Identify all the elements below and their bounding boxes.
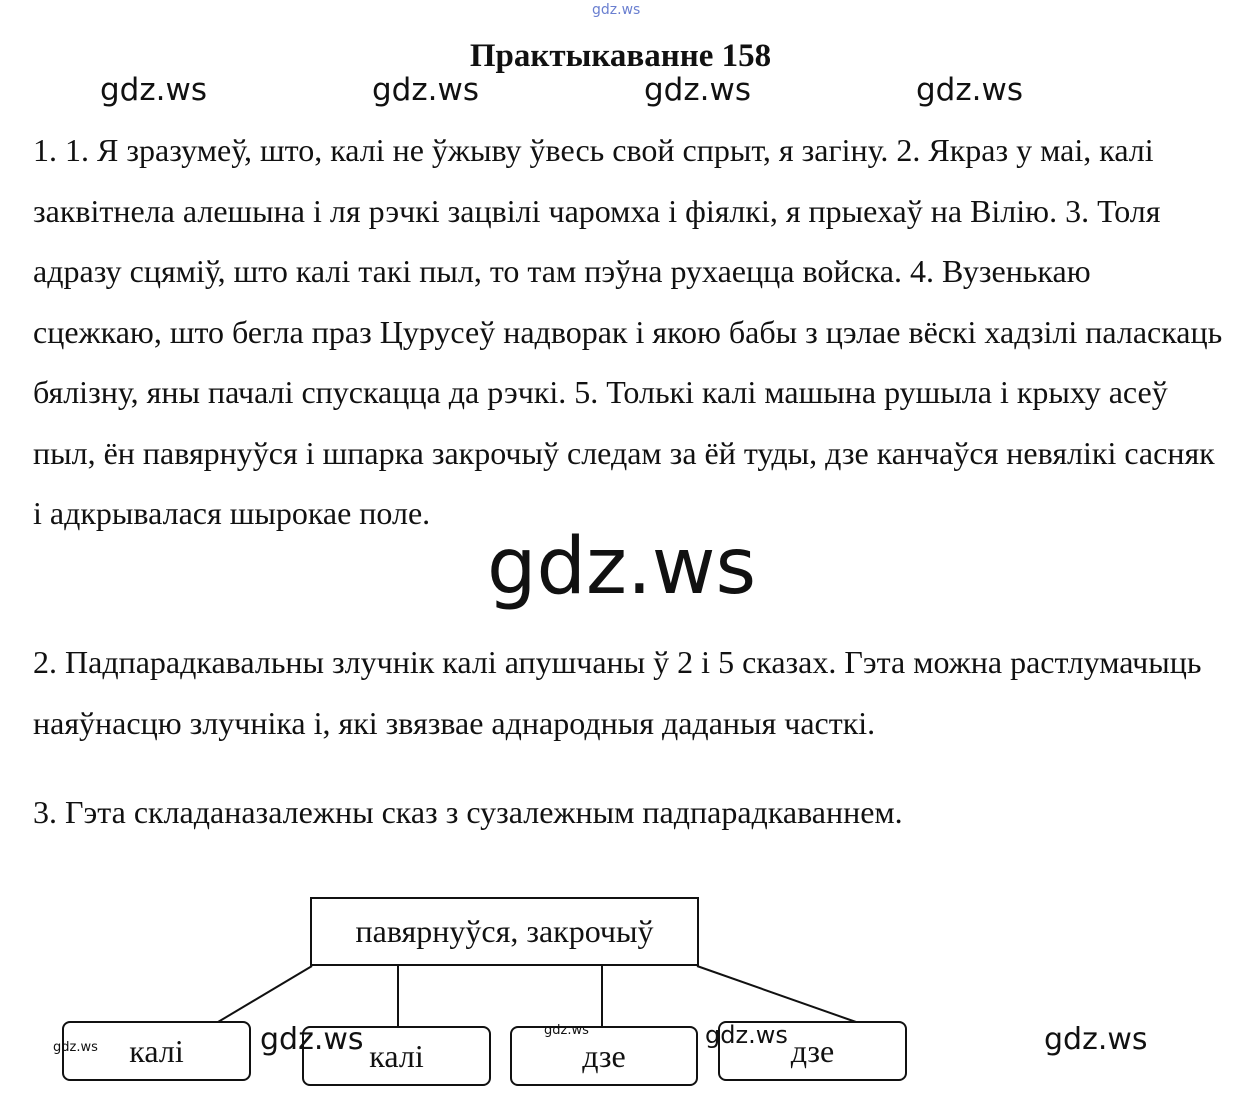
watermark: gdz.ws bbox=[705, 1021, 788, 1049]
watermark-top: gdz.ws bbox=[592, 2, 641, 18]
answer-paragraph-2: 2. Падпарадкавальны злучнік калі апушчаны ў 2 і 5 сказах. Гэта можна растлумачыць наяўнасцю злучніка і, які звязвае аднародныя даданыя часткі. bbox=[33, 644, 1202, 741]
diagram-subordinate-clause bbox=[510, 1026, 698, 1086]
diagram-main-clause bbox=[310, 897, 699, 966]
main-clause-label: павярнуўся, закрочыў bbox=[355, 913, 654, 949]
watermark: gdz.ws bbox=[372, 72, 479, 108]
clause-conjunction: калі bbox=[129, 1032, 184, 1069]
watermark-center: gdz.ws bbox=[487, 522, 757, 612]
clause-conjunction: дзе bbox=[790, 1032, 835, 1069]
watermark: gdz.ws bbox=[260, 1022, 364, 1057]
clause-conjunction: калі bbox=[369, 1037, 424, 1074]
watermark: gdz.ws bbox=[544, 1023, 589, 1038]
connector-line bbox=[218, 966, 312, 1022]
clause-conjunction: дзе bbox=[582, 1037, 626, 1074]
answer-paragraph-3: 3. Гэта складаназалежны сказ з сузалежным падпарадкаваннем. bbox=[33, 794, 903, 830]
watermark: gdz.ws bbox=[53, 1040, 98, 1055]
watermark: gdz.ws bbox=[916, 72, 1023, 108]
answer-paragraph-1: 1. 1. Я зразумеў, што, калі не ўжыву ўвесь свой спрыт, я загіну. 2. Якраз у маі, калі заквітнела алешына і ля рэчкі зацвілі чаромха і фіялкі, я прыехаў на Вілію. 3. Толя адразу сцяміў, што калі такі пыл, то там пэўна рухаецца войска. 4. Вузенькаю сцежкаю, што бегла праз Цурусеў надворак і якою бабы з цэлае вёскі хадзілі паласкаць бялізну, яны пачалі спускацца да рэчкі. 5. Толькі калі машына рушыла і крыху асеў пыл, ён павярнуўся і шпарка закрочыў следам за ёй туды, дзе канчаўся невялікі сасняк і адкрывалася шырокае поле. bbox=[33, 132, 1223, 531]
watermark: gdz.ws bbox=[644, 72, 751, 108]
page-title: Практыкаванне 158 bbox=[469, 38, 772, 74]
watermark: gdz.ws bbox=[1044, 1022, 1148, 1057]
watermark: gdz.ws bbox=[100, 72, 207, 108]
connector-line bbox=[697, 966, 856, 1022]
